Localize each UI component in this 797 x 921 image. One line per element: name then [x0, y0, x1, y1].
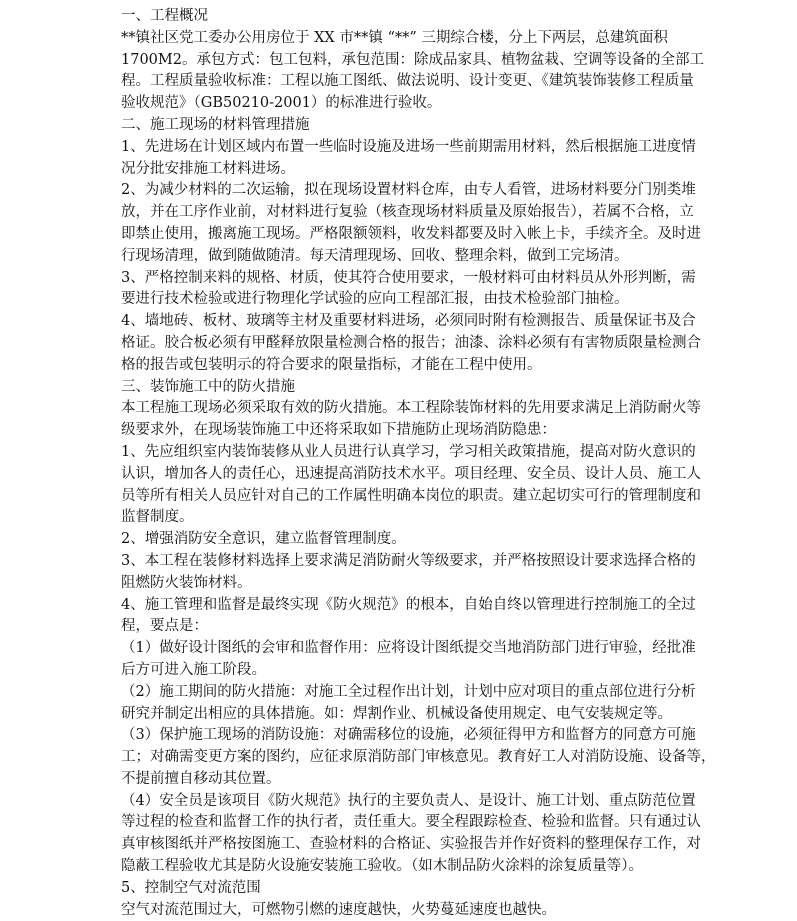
text-line: （4）安全员是该项目《防火规范》执行的主要负责人、是设计、施工计划、重点防范位置 [121, 792, 696, 809]
text-line: 格的报告或包装明示的符合要求的限量指标，才能在工程中使用。 [121, 356, 542, 373]
text-line: 1、先进场在计划区域内布置一些临时设施及进场一些前期需用材料，然后根据施工进度情 [121, 138, 696, 155]
text-line: 本工程施工现场必须采取有效的防火措施。本工程除装饰材料的先用要求满足上消防耐火等 [121, 400, 701, 417]
text-line: 3、严格控制来料的规格、材质，使其符合使用要求，一般材料可由材料员从外形判断，需 [121, 269, 696, 286]
text-line: 4、施工管理和监督是最终实现《防火规范》的根本，自始自终以管理进行控制施工的全过 [121, 596, 696, 613]
text-line: 格证。胶合板必须有甲醛释放限量检测合格的报告；油漆、涂料必须有有害物质限量检测合 [121, 334, 701, 351]
text-line: 不提前擅自移动其位置。 [121, 770, 281, 787]
text-line: 验收规范》（GB50210-2001）的标准进行验收。 [121, 95, 442, 112]
text-line: 况分批安排施工材料进场。 [121, 160, 295, 177]
text-line: （1）做好设计图纸的会审和监督作用：应将设计图纸提交当地消防部门进行审验，经批准 [121, 640, 696, 657]
text-line: 5、控制空气对流范围 [121, 879, 261, 896]
heading-project-overview: 一、工程概况 [121, 8, 208, 24]
text-line: 工；对确需变更方案的图约，应征求原消防部门审核意见。教育好工人对消防设施、设备等， [121, 749, 716, 766]
text-line: 空气对流范围过大，可燃物引燃的速度越快，火势蔓延速度也越快。 [121, 901, 556, 918]
text-line: 即禁止使用，搬离施工现场。严格限额领料，收发料都要及时入帐上卡，手续齐全。及时进 [121, 225, 701, 242]
text-line: 1700M2。承包方式：包工包料，承包范围：除成品家具、植物盆栽、空调等设备的全部工 [121, 51, 704, 68]
text-line: 3、本工程在装修材料选择上要求满足消防耐火等级要求，并严格按照设计要求选择合格的 [121, 552, 696, 569]
text-line: 级要求外，在现场装饰施工中还将采取如下措施防止现场消防隐患： [121, 422, 556, 439]
text-line: 认识，增加各人的责任心，迅速提高消防技术水平。项目经理、安全员、设计人员、施工人 [121, 465, 701, 482]
text-line: 放，并在工序作业前，对材料进行复验（核查现场材料质量及原始报告），若属不合格，立 [121, 204, 694, 221]
text-line: 监督制度。 [121, 509, 194, 526]
text-line: 程。工程质量验收标准：工程以施工图纸、做法说明、设计变更、《建筑装饰装修工程质量 [121, 73, 694, 90]
text-line: 1、先应组织室内装饰装修从业人员进行认真学习，学习相关政策措施，提高对防火意识的 [121, 443, 696, 460]
text-line: 行现场清理，做到随做随清。每天清理现场、回收、整理余料，做到工完场清。 [121, 247, 629, 264]
text-line: 后方可进入施工阶段。 [121, 661, 266, 678]
text-line: 隐蔽工程验收尤其是防火设施安装施工验收。（如木制品防火涂料的涂复质量等）。 [121, 858, 643, 875]
text-line: 2、为减少材料的二次运输，拟在现场设置材料仓库，由专人看管，进场材料要分门别类堆 [121, 182, 696, 199]
text-line: 等过程的检查和监督工作的执行者，责任重大。要全程跟踪检查、检验和监督。只有通过认 [121, 814, 701, 831]
text-line: **镇社区党工委办公用房位于 XX 市**镇 “**” 三期综合楼，分上下两层，总建筑面积 [121, 29, 668, 46]
text-line: （2）施工期间的防火措施：对施工全过程作出计划，计划中应对项目的重点部位进行分析 [121, 683, 696, 700]
text-line: 2、增强消防安全意识，建立监督管理制度。 [121, 531, 406, 548]
heading-fire-prevention: 三、装饰施工中的防火措施 [121, 378, 295, 395]
text-line: 要进行技术检验或进行物理化学试验的应向工程部汇报，由技术检验部门抽检。 [121, 291, 629, 308]
text-line: （3）保护施工现场的消防设施：对确需移位的设施，必须征得甲方和监督方的同意方可施 [121, 727, 696, 744]
heading-material-management: 二、施工现场的材料管理措施 [121, 116, 310, 133]
text-line: 阻燃防火装饰材料。 [121, 574, 252, 591]
text-line: 程，要点是： [121, 618, 208, 635]
text-line: 真审核图纸并严格按图施工、查验材料的合格证、实验报告并作好资料的整理保存工作，对 [121, 836, 701, 853]
text-line: 研究并制定出相应的具体措施。如：焊割作业、机械设备使用规定、电气安装规定等。 [121, 705, 672, 722]
text-line: 4、墙地砖、板材、玻璃等主材及重要材料进场，必须同时附有检测报告、质量保证书及合 [121, 313, 696, 330]
text-line: 员等所有相关人员应针对自己的工作属性明确本岗位的职责。建立起切实可行的管理制度和 [121, 487, 701, 504]
